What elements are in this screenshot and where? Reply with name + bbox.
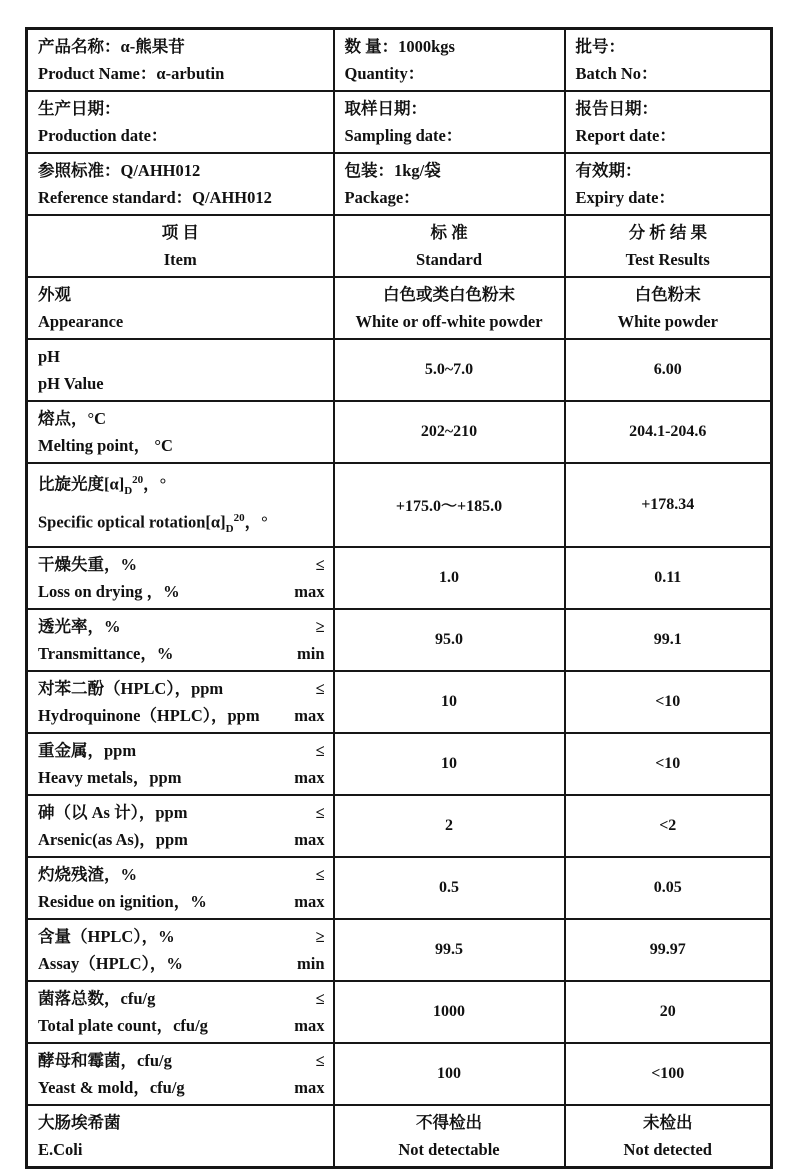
item-label-en: pH Value <box>38 374 104 393</box>
item-label-zh: 熔点，°C <box>38 409 107 428</box>
item-label-en: Total plate count，cfu/g <box>38 1015 208 1035</box>
item-label-zh: 比旋光度$[\alpha]_D^{20}$，° <box>38 474 167 497</box>
alpha-d-subscript: D <box>225 522 234 535</box>
result-value: <2 <box>565 795 772 857</box>
standard-value: 10 <box>334 733 565 795</box>
table-row <box>27 1105 772 1168</box>
standard-value: 1.0 <box>334 547 565 609</box>
table-row <box>27 91 772 153</box>
standard-value <box>334 277 565 339</box>
item-label-zh: 酵母和霉菌，cfu/g <box>38 1050 172 1070</box>
limit-symbol: ≥ <box>315 926 325 946</box>
item-label-en: E.Coli <box>38 1139 83 1159</box>
spec-item-cell <box>27 1043 334 1105</box>
result-value: 20 <box>565 981 772 1043</box>
item-label-zh: 干燥失重，% <box>38 554 137 574</box>
header-standard <box>334 215 565 277</box>
table-row <box>27 339 772 401</box>
table-row <box>27 857 772 919</box>
spec-item-cell <box>27 981 334 1043</box>
reference-standard-cell <box>27 153 334 215</box>
spec-item-cell <box>27 671 334 733</box>
alpha-20-superscript: 20 <box>132 474 144 486</box>
table-row <box>27 401 772 463</box>
limit-word: min <box>296 953 325 973</box>
production-date-zh: 生产日期： <box>38 99 121 118</box>
standard-value-zh: 不得检出 <box>416 1112 482 1132</box>
standard-value-zh: 白色或类白色粉末 <box>383 285 515 304</box>
item-label-zh: pH <box>38 347 61 366</box>
limit-symbol: ≤ <box>315 1050 325 1070</box>
standard-value: 5.0~7.0 <box>334 339 565 401</box>
table-row <box>27 1043 772 1105</box>
table-row <box>27 919 772 981</box>
quantity-en: Quantity： <box>344 64 425 83</box>
limit-word: max <box>294 1015 325 1035</box>
result-value: <10 <box>565 733 772 795</box>
item-label-en: Heavy metals，ppm <box>38 767 182 787</box>
spec-item-cell <box>27 795 334 857</box>
item-label-zh: 砷（以 As 计），ppm <box>38 802 188 822</box>
result-value-en: White powder <box>617 312 718 331</box>
alpha-20-superscript: 20 <box>233 511 245 524</box>
quantity-cell <box>334 29 565 92</box>
expiry-date-en: Expiry date： <box>575 188 675 207</box>
alpha-d-subscript: D <box>124 484 133 497</box>
standard-value: 202~210 <box>334 401 565 463</box>
spec-item-cell <box>27 339 334 401</box>
expiry-date-cell <box>565 153 772 215</box>
header-item-zh: 项 目 <box>161 223 199 242</box>
result-value: <100 <box>565 1043 772 1105</box>
standard-value-en: White or off-white powder <box>355 312 543 331</box>
table-row <box>27 981 772 1043</box>
table-row <box>27 29 772 92</box>
limit-symbol: ≤ <box>315 988 325 1008</box>
item-label-en: Yeast & mold，cfu/g <box>38 1077 185 1097</box>
result-value: 204.1-204.6 <box>565 401 772 463</box>
report-date-cell <box>565 91 772 153</box>
spec-item-cell <box>27 277 334 339</box>
spec-item-cell <box>27 857 334 919</box>
item-label-en: Transmittance，% <box>38 643 174 663</box>
item-label-zh: 外观 <box>38 285 71 304</box>
report-date-en: Report date： <box>575 126 676 145</box>
limit-symbol: ≤ <box>315 802 325 822</box>
limit-word: min <box>296 643 325 663</box>
limit-word: max <box>294 891 325 911</box>
header-test-results-zh: 分 析 结 果 <box>628 223 707 242</box>
item-label-en: Specific optical $rotation[\alpha]_D^{20}$，° <box>38 511 268 535</box>
sampling-date-en: Sampling date： <box>344 126 463 145</box>
reference-standard-zh: 参照标准：Q/AHH012 <box>38 161 201 180</box>
limit-word: max <box>294 1077 325 1097</box>
limit-symbol: ≤ <box>315 678 325 698</box>
product-name-zh: 产品名称：α-熊果苷 <box>38 37 185 56</box>
result-value <box>565 277 772 339</box>
standard-value: 1000 <box>334 981 565 1043</box>
package-zh: 包装：1kg/袋 <box>344 161 441 180</box>
result-value: 0.11 <box>565 547 772 609</box>
standard-value <box>334 1105 565 1168</box>
batch-no-en: Batch No： <box>575 64 658 83</box>
table-row <box>27 609 772 671</box>
item-label-zh: 菌落总数，cfu/g <box>38 988 156 1008</box>
sampling-date-zh: 取样日期： <box>344 99 427 118</box>
spec-item-cell <box>27 463 334 547</box>
result-value <box>565 1105 772 1168</box>
standard-value: 0.5 <box>334 857 565 919</box>
limit-symbol: ≥ <box>315 616 325 636</box>
product-name-cell <box>27 29 334 92</box>
spec-item-cell <box>27 401 334 463</box>
standard-value: 2 <box>334 795 565 857</box>
production-date-en: Production date： <box>38 126 168 145</box>
limit-word: max <box>294 829 325 849</box>
table-header-row <box>27 215 772 277</box>
item-label-en: Loss on drying ，% <box>38 581 180 601</box>
package-en: Package： <box>344 188 420 207</box>
coa-table <box>25 27 773 1169</box>
header-standard-en: Standard <box>415 250 483 269</box>
result-value-zh: 未检出 <box>643 1112 693 1132</box>
item-label-en: Arsenic(as As)，ppm <box>38 829 188 849</box>
header-test-results <box>565 215 772 277</box>
limit-symbol: ≤ <box>315 554 325 574</box>
standard-value-en: Not detectable <box>398 1139 500 1159</box>
batch-no-zh: 批号： <box>575 37 625 56</box>
item-label-zh: 对苯二酚（HPLC），ppm <box>38 678 224 698</box>
item-label-en: Appearance <box>38 312 124 331</box>
item-label-en: Assay（HPLC），% <box>38 953 183 973</box>
table-row <box>27 733 772 795</box>
item-label-en: Hydroquinone（HPLC），ppm <box>38 705 260 725</box>
spec-item-cell <box>27 547 334 609</box>
limit-word: max <box>294 705 325 725</box>
standard-value: 10 <box>334 671 565 733</box>
item-label-zh: 大肠埃希菌 <box>38 1112 121 1132</box>
header-test-results-en: Test Results <box>625 250 710 269</box>
result-value: 6.00 <box>565 339 772 401</box>
item-label-en: Melting point， °C <box>38 436 173 455</box>
limit-symbol: ≤ <box>315 740 325 760</box>
result-value: 99.97 <box>565 919 772 981</box>
package-cell <box>334 153 565 215</box>
limit-word: max <box>294 581 325 601</box>
table-row <box>27 153 772 215</box>
header-item <box>27 215 334 277</box>
header-item-en: Item <box>163 250 197 269</box>
spec-item-cell <box>27 609 334 671</box>
standard-value: +175.0～+185.0 <box>334 463 565 547</box>
sampling-date-cell <box>334 91 565 153</box>
table-row <box>27 277 772 339</box>
batch-no-cell <box>565 29 772 92</box>
item-label-zh: 重金属，ppm <box>38 740 137 760</box>
spec-item-cell <box>27 919 334 981</box>
limit-symbol: ≤ <box>315 864 325 884</box>
expiry-date-zh: 有效期： <box>575 161 642 180</box>
result-value: +178.34 <box>565 463 772 547</box>
standard-value: 95.0 <box>334 609 565 671</box>
result-value: 0.05 <box>565 857 772 919</box>
table-row <box>27 547 772 609</box>
item-label-en: Residue on ignition，% <box>38 891 207 911</box>
result-value-zh: 白色粉末 <box>634 285 701 304</box>
table-row <box>27 671 772 733</box>
result-value-en: Not detected <box>623 1139 712 1159</box>
production-date-cell <box>27 91 334 153</box>
standard-value: 99.5 <box>334 919 565 981</box>
table-row <box>27 463 772 547</box>
table-row <box>27 795 772 857</box>
product-name-en: Product Name：α-arbutin <box>38 64 225 83</box>
item-label-zh: 含量（HPLC），% <box>38 926 175 946</box>
limit-word: max <box>294 767 325 787</box>
result-value: 99.1 <box>565 609 772 671</box>
spec-item-cell <box>27 733 334 795</box>
result-value: <10 <box>565 671 772 733</box>
item-label-zh: 透光率，% <box>38 616 121 636</box>
standard-value: 100 <box>334 1043 565 1105</box>
item-label-zh: 灼烧残渣，% <box>38 864 137 884</box>
reference-standard-en: Reference standard：Q/AHH012 <box>38 188 272 207</box>
header-standard-zh: 标 准 <box>430 223 468 242</box>
spec-item-cell <box>27 1105 334 1168</box>
report-date-zh: 报告日期： <box>575 99 658 118</box>
quantity-zh: 数 量：1000kgs <box>344 37 455 56</box>
